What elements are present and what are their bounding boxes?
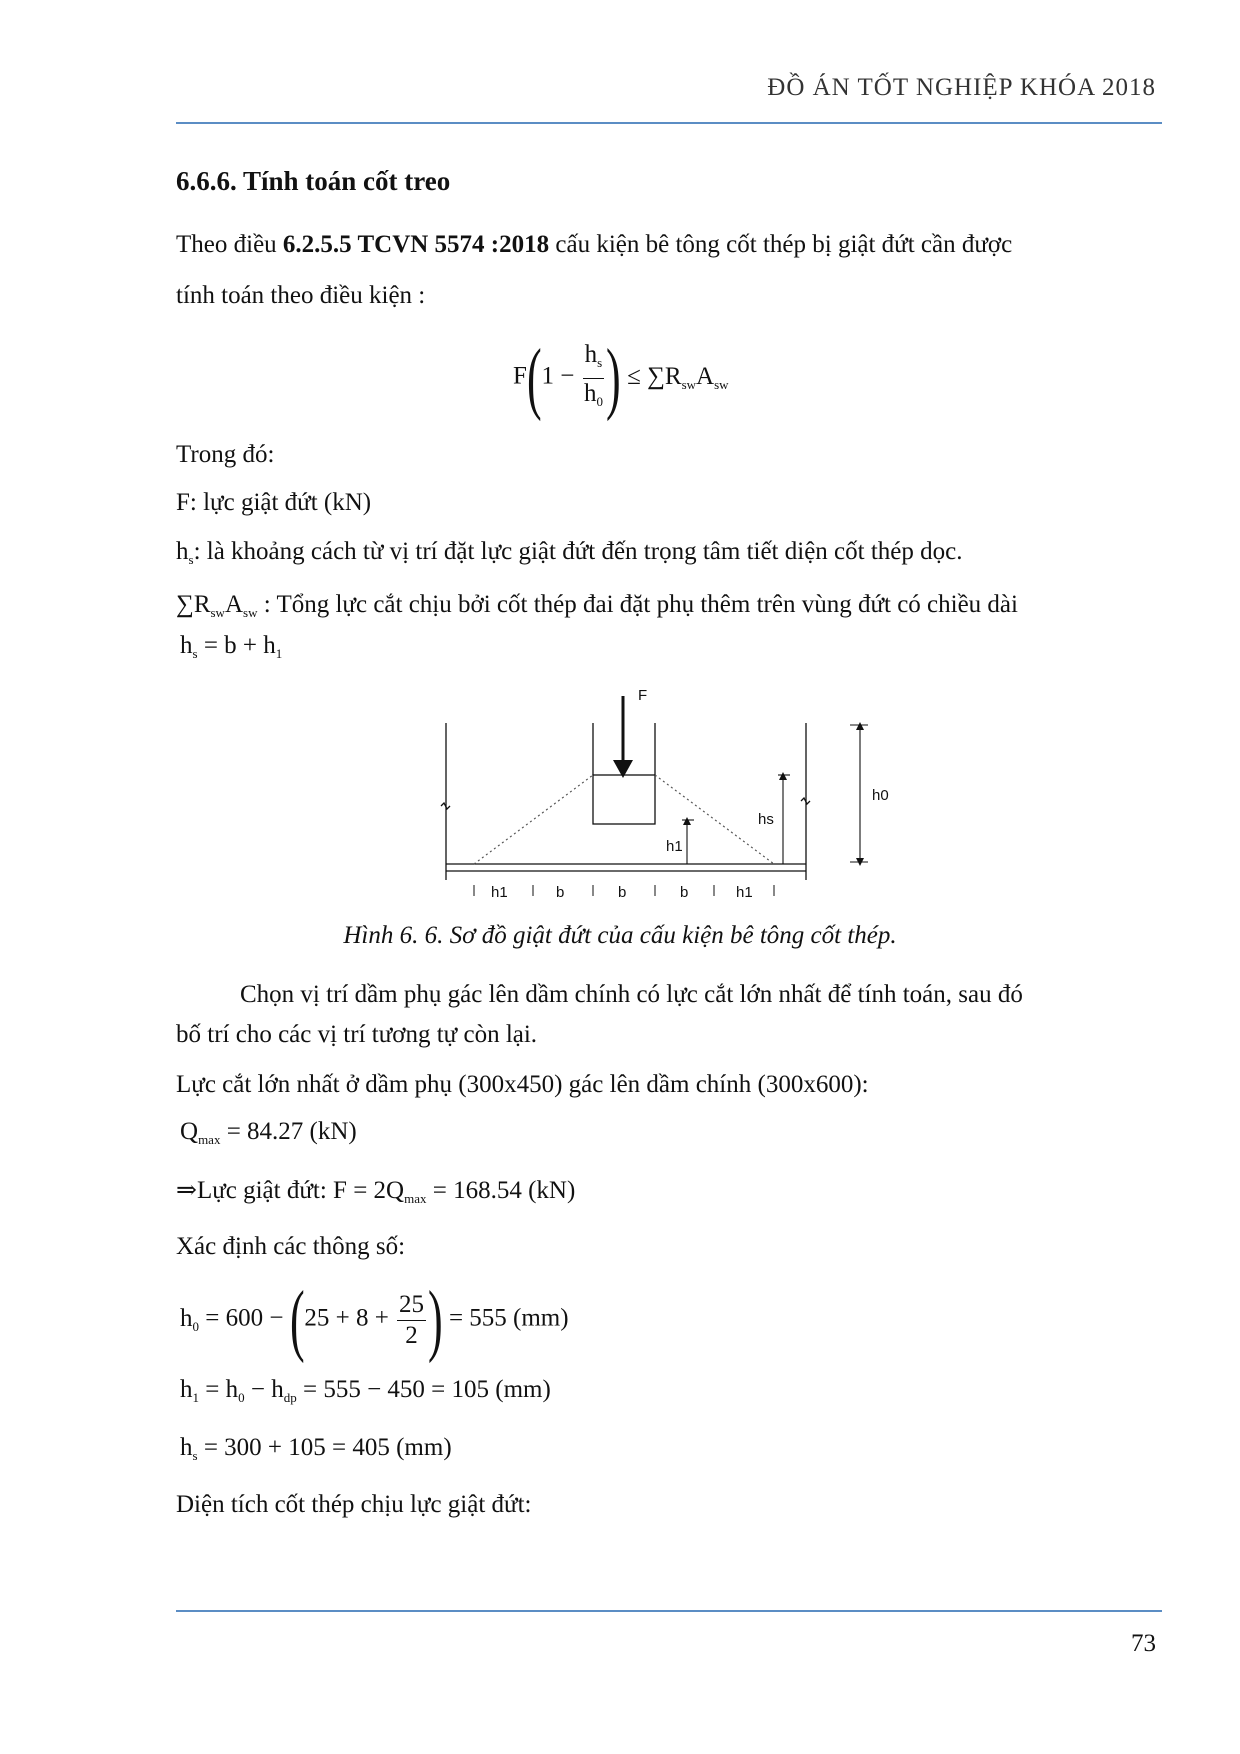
hs-equation: $h_s = 300 + 105 = 405$ (mm) <box>180 1434 452 1463</box>
intro-suffix: cấu kiện bê tông cốt thép bị giật đứt cần được <box>549 231 1013 258</box>
footer-rule <box>176 1610 1162 1612</box>
definition-f: F: lực giật đứt (kN) <box>176 489 372 516</box>
definition-sum: $\sum R_{sw}A_{sw}$ : Tổng lực cắt chịu bởi cốt thép đai đặt phụ thêm trên vùng đứt có chiều dài <box>176 591 1018 620</box>
header-rule <box>176 122 1162 124</box>
qmax-equation: $Q_{max} = 84.27$ (kN) <box>180 1118 357 1147</box>
standard-reference: 6.2.5.5 TCVN 5574 :2018 <box>282 231 550 258</box>
hs-formula: $h_s = b + h_1$ <box>180 632 283 661</box>
where-label: Trong đó: <box>176 441 275 468</box>
force-equation: ⇒Lực giật đứt: $F = 2Q_{max} = 168.54$ (kN) <box>176 1177 576 1206</box>
label-h0: h0 <box>872 787 889 804</box>
intro-line-1 <box>176 228 1012 262</box>
area-title: Diện tích cốt thép chịu lực giật đứt: <box>176 1491 532 1518</box>
label-dim-b-1: b <box>556 884 565 901</box>
h1-equation: $h_1 = h_0 - h_{dp} = 555 - 450 = 105$ (mm) <box>180 1376 551 1405</box>
intro-line-2: tính toán theo điều kiện : <box>176 282 426 309</box>
label-dim-b-3: b <box>680 884 689 901</box>
params-title: Xác định các thông số: <box>176 1233 406 1260</box>
label-hs: hs <box>758 811 774 828</box>
running-header: ĐỒ ÁN TỐT NGHIỆP KHÓA 2018 <box>767 74 1156 101</box>
label-dim-h1-left: h1 <box>491 884 508 901</box>
section-title: 6.6.6. Tính toán cốt treo <box>176 166 451 196</box>
para1-line2: bố trí cho các vị trí tương tự còn lại. <box>176 1021 538 1048</box>
intro-prefix: Theo điều <box>176 231 283 258</box>
hs-over-h0: $\frac{h_s}{h_0}$ <box>583 340 603 409</box>
label-h1: h1 <box>666 838 683 855</box>
para2: Lực cắt lớn nhất ở dầm phụ (300x450) gác lên dầm chính (300x600): <box>176 1071 869 1098</box>
figure-caption: Hình 6. 6. Sơ đồ giật đứt của cấu kiện bê tông cốt thép. <box>343 922 897 949</box>
tear-off-diagram <box>430 680 920 920</box>
label-f: F <box>638 687 648 704</box>
h0-equation: $h_0 = 600 - (25 + 8$ + $\frac{25}{2}$ ) = 555 (mm) <box>180 1276 569 1364</box>
label-dim-h1-right: h1 <box>736 884 753 901</box>
condition-formula: F(1 − $\frac{h_s}{h_0}$ ) ≤ $\sum R_{sw}A_{sw}$ <box>513 334 729 422</box>
label-dim-b-2: b <box>618 884 627 901</box>
definition-hs: $h_s$: là khoảng cách từ vị trí đặt lực giật đứt đến trọng tâm tiết diện cốt thép dọc. <box>176 538 963 567</box>
page-number: 73 <box>1131 1630 1156 1657</box>
para1-line1: Chọn vị trí dầm phụ gác lên dầm chính có lực cắt lớn nhất để tính toán, sau đó <box>240 981 1023 1008</box>
